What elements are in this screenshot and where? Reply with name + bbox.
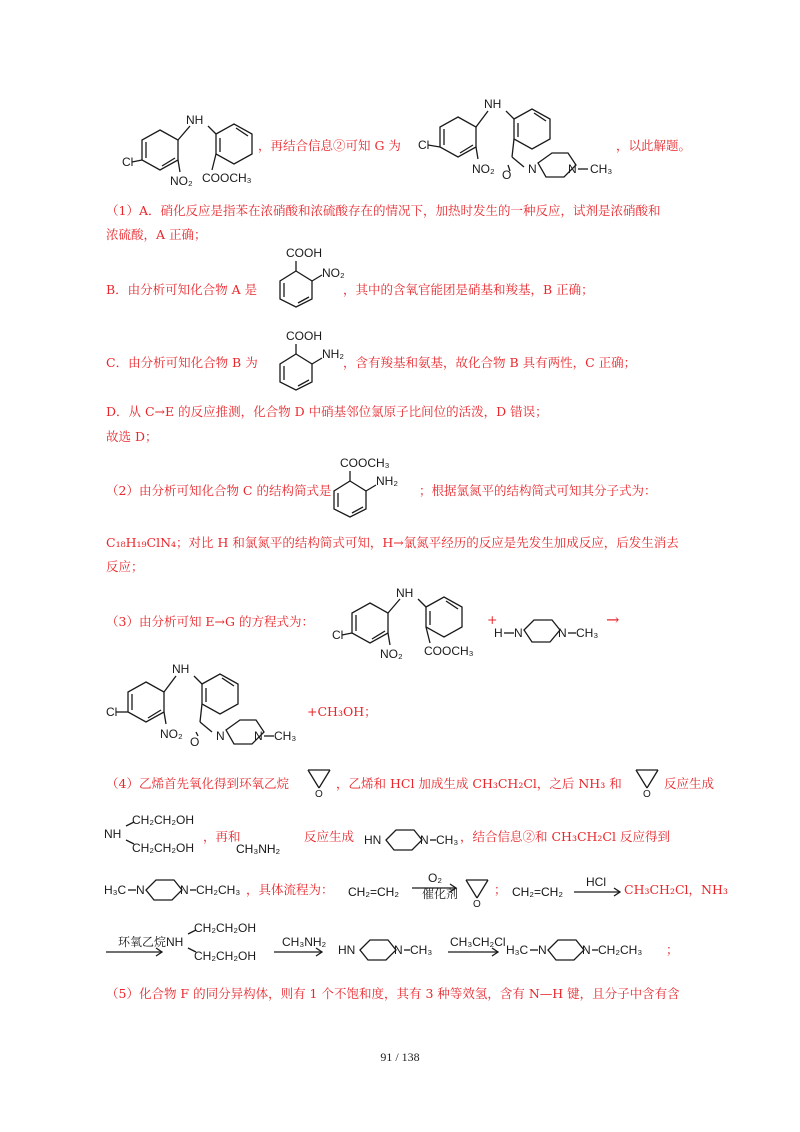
svg-text:CH₂CH₃: CH₂CH₃ (598, 943, 643, 957)
compound-c-structure (320, 455, 430, 525)
q1-line-c-pre: C．由分析可知化合物 B 为 (106, 355, 258, 370)
ethyl-methylpiperazine-structure-2 (506, 932, 666, 968)
q1-answer: 故选 D； (106, 429, 158, 444)
svg-text:NH: NH (396, 586, 414, 600)
svg-text:CH₂CH₂OH: CH₂CH₂OH (132, 813, 194, 827)
svg-text:CH₃: CH₃ (576, 626, 599, 640)
q2-line-3: 反应； (106, 559, 144, 574)
q2-line-2: C₁₈H₁₉ClN₄；对比 H 和氯氮平的结构简式可知，H→氯氮平经历的反应是先发生加成反应，后发生消去 (106, 535, 679, 550)
flow-arrow-oxidation (410, 872, 460, 902)
flow-arrow-epoxide (104, 936, 166, 962)
q4-semicolon: ； (494, 882, 507, 897)
svg-text:HN: HN (364, 833, 382, 847)
svg-text:NH: NH (172, 662, 190, 676)
svg-text:COOH: COOH (286, 329, 322, 343)
q3-plus: + (487, 612, 498, 627)
svg-text:O: O (643, 789, 651, 800)
compound-g-structure (416, 95, 626, 190)
svg-text:N: N (582, 943, 591, 957)
q1-line-b-post: ，其中的含氧官能团是硝基和羧基，B 正确； (343, 282, 594, 297)
svg-text:COOCH₃: COOCH₃ (424, 644, 474, 658)
q3-arrow: → (606, 610, 620, 629)
ethyl-methylpiperazine-structure (104, 872, 254, 908)
svg-text:N: N (420, 833, 429, 847)
q1-line-a2: 浓硫酸，A 正确； (106, 227, 207, 242)
flow-arrow-ethylchloride (446, 935, 506, 962)
q4-line1-pre: （4）乙烯首先氧化得到环氧乙烷 (106, 776, 289, 791)
q1-line-a1: （1）A．硝化反应是指苯在浓硝酸和浓硫酸存在的情况下，加热时发生的一种反应，试剂是浓硝酸和 (106, 203, 661, 218)
svg-text:CH₃NH₂: CH₃NH₂ (282, 935, 327, 949)
page-number: 91 / 138 (380, 1050, 420, 1064)
svg-text:CH₃CH₂Cl: CH₃CH₂Cl (450, 935, 506, 949)
svg-text:CH₂CH₂OH: CH₂CH₂OH (194, 921, 256, 935)
q4-line1-post: 反应生成 (664, 776, 715, 791)
svg-text:N: N (394, 943, 403, 957)
svg-text:COOH: COOH (286, 246, 322, 260)
svg-text:CH₃: CH₃ (590, 162, 613, 176)
q4-line3-mid: ，具体流程为： (246, 882, 334, 897)
q3-pre: （3）由分析可知 E→G 的方程式为： (106, 614, 314, 629)
svg-text:NO₂: NO₂ (160, 727, 183, 741)
svg-text:H: H (494, 626, 503, 640)
svg-text:CH₂CH₂OH: CH₂CH₂OH (194, 949, 256, 963)
flow-arrow-methylamine (272, 936, 326, 962)
intro-text-1: ，再结合信息②可知 G 为 (258, 138, 401, 153)
q2-pre: （2）由分析可知化合物 C 的结构简式是 (106, 483, 332, 498)
methylpiperazine-structure-3 (338, 932, 442, 968)
q3-product-tail: +CH₃OH； (307, 704, 377, 719)
svg-text:N: N (514, 626, 523, 640)
methylpiperazine-structure (494, 612, 606, 652)
diethanolamine-structure (104, 812, 214, 858)
svg-text:N: N (558, 626, 567, 640)
diethanolamine-structure-2 (166, 920, 276, 966)
svg-text:NH: NH (484, 97, 502, 111)
svg-text:N: N (216, 729, 225, 743)
svg-text:CH₃: CH₃ (410, 943, 433, 957)
svg-text:HCl: HCl (586, 875, 606, 889)
svg-text:Cl: Cl (122, 155, 134, 169)
svg-text:H₃C: H₃C (506, 943, 529, 957)
svg-text:Cl: Cl (332, 628, 344, 642)
svg-text:CH₂CH₂OH: CH₂CH₂OH (132, 841, 194, 855)
q4-end: ； (666, 942, 679, 957)
methylpiperazine-structure-2 (364, 822, 464, 858)
svg-text:N: N (538, 943, 547, 957)
q4-line1-mid: ，乙烯和 HCl 加成生成 CH₃CH₂Cl，之后 NH₃ 和 (336, 776, 622, 791)
svg-text:NH: NH (104, 827, 122, 841)
svg-text:HN: HN (338, 943, 356, 957)
compound-e-structure (120, 112, 260, 187)
svg-text:NH: NH (166, 935, 184, 949)
svg-text:催化剂: 催化剂 (422, 887, 459, 901)
q4-ethylene-2: CH₂=CH₂ (512, 885, 563, 899)
svg-text:O: O (315, 789, 323, 800)
q1-line-d: D．从 C→E 的反应推测，化合物 D 中硝基邻位氯原子比间位的活泼，D 错误； (106, 404, 548, 419)
flow-arrow-hcl (572, 876, 624, 902)
q2-post: ；根据氯氮平的结构简式可知其分子式为： (419, 483, 657, 498)
intro-text-2: ，以此解题。 (616, 138, 692, 153)
svg-text:NO₂: NO₂ (472, 162, 495, 176)
svg-text:COOCH₃: COOCH₃ (202, 171, 252, 185)
epoxide-structure-3 (462, 876, 492, 908)
svg-text:NO₂: NO₂ (380, 647, 403, 661)
svg-text:NO₂: NO₂ (322, 266, 345, 280)
q1-line-b-pre: B．由分析可知化合物 A 是 (106, 282, 258, 297)
svg-text:NH₂: NH₂ (376, 474, 398, 488)
svg-text:Cl: Cl (106, 705, 118, 719)
svg-text:NH₂: NH₂ (322, 347, 344, 361)
epoxide-structure-1 (304, 766, 334, 798)
svg-text:COOCH₃: COOCH₃ (340, 456, 390, 470)
svg-text:N: N (136, 883, 145, 897)
q1-line-c-post: ，含有羧基和氨基，故化合物 B 具有两性，C 正确； (343, 355, 637, 370)
svg-text:H₃C: H₃C (104, 883, 127, 897)
svg-text:CH₂CH₃: CH₂CH₃ (196, 883, 241, 897)
q4-ethylene-1: CH₂=CH₂ (348, 885, 399, 899)
compound-g-structure-eq (104, 660, 314, 755)
q4-line3-end: CH₃CH₂Cl，NH₃ (624, 882, 728, 897)
svg-text:NO₂: NO₂ (170, 174, 193, 188)
svg-text:N: N (568, 162, 577, 176)
svg-text:Cl: Cl (418, 138, 430, 152)
svg-text:O: O (190, 735, 200, 749)
svg-text:N: N (254, 729, 263, 743)
svg-text:O: O (502, 168, 512, 182)
epoxide-structure-2 (632, 766, 662, 798)
q4-line2-mid: ，再和 (203, 829, 241, 844)
svg-text:NH: NH (186, 113, 204, 127)
svg-text:O₂: O₂ (428, 871, 442, 885)
svg-text:N: N (180, 883, 189, 897)
svg-text:环氧乙烷: 环氧乙烷 (118, 935, 167, 949)
q4-line2-post: ，结合信息②和 CH₃CH₂Cl 反应得到 (460, 829, 670, 844)
q4-line2-reagent: CH₃NH₂ (236, 842, 281, 856)
svg-text:O: O (473, 899, 481, 910)
compound-e-structure-eq (330, 585, 480, 660)
svg-text:CH₃: CH₃ (274, 729, 297, 743)
q4-line2-mid2: 反应生成 (304, 829, 355, 844)
svg-text:N: N (528, 162, 537, 176)
svg-text:CH₃: CH₃ (436, 833, 459, 847)
compound-a-structure (266, 245, 356, 310)
q5-line-1: （5）化合物 F 的同分异构体，则有 1 个不饱和度，其有 3 种等效氢，含有 N—H 键，且分子中含有含 (106, 986, 680, 1001)
